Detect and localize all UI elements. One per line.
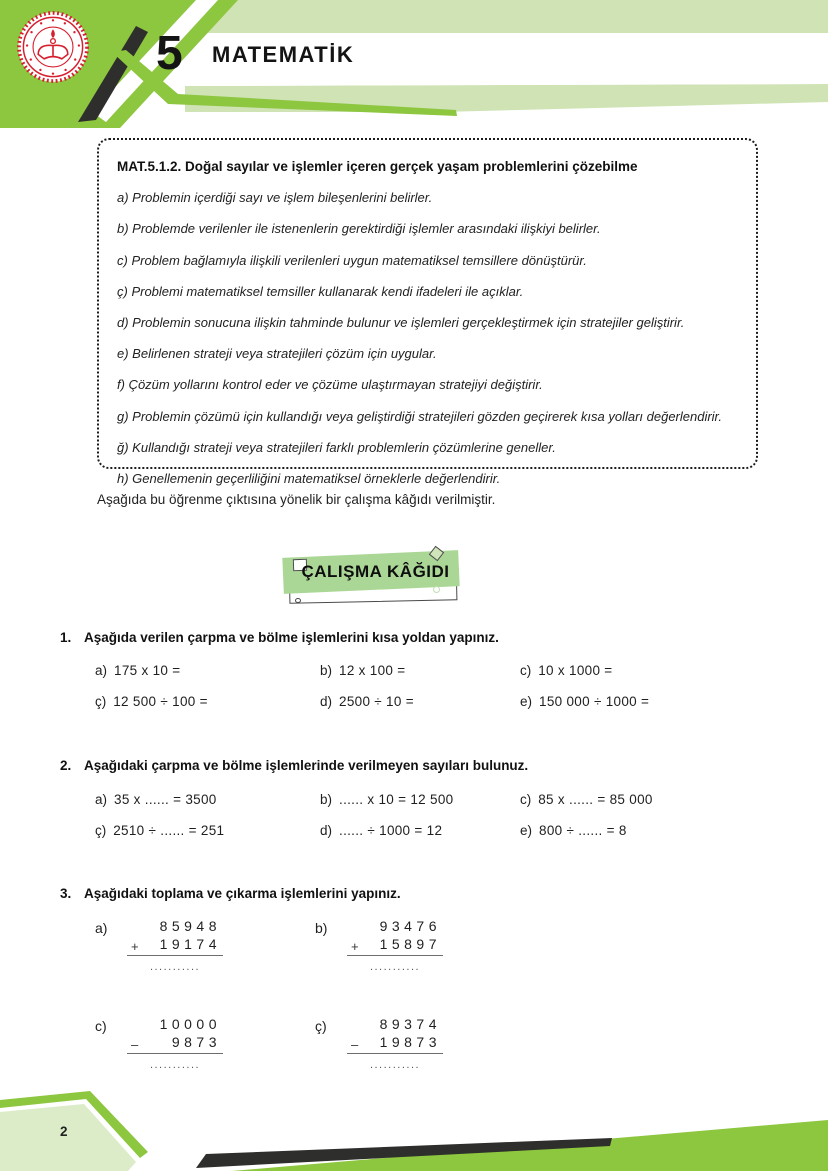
exercise2-item-a: a) 35 x ...... = 3500 [95,792,217,807]
exercise1-item-a: a) 175 x 10 = [95,663,181,678]
outcome-item-cc: ç) Problemi matematiksel temsiller kullanarak kendi ifadeleri ile açıklar. [117,283,524,299]
minuend: 89374 [379,1016,441,1032]
exercise3-title: Aşağıdaki toplama ve çıkarma işlemlerini yapınız. [84,886,401,901]
exercise2-item-b: b) ...... x 10 = 12 500 [320,792,454,807]
subtrahend: 9873 [171,1034,221,1050]
exercise2-item-c: c) 85 x ...... = 85 000 [520,792,653,807]
footer-decoration [0,1076,828,1171]
outcome-item-e: e) Belirlenen strateji veya stratejileri çözüm için uygular. [117,346,437,362]
worksheet-banner [283,548,468,612]
exercise3-heading [60,886,401,901]
meb-logo-icon [16,10,90,84]
exercise2-number: 2. [60,758,72,773]
worksheet-page: 5 MATEMATİK MAT.5.1.2. Doğal sayılar ve işlemler içeren gerçek yaşam problemlerini çözebilme a) Problemin içerdiği sayı ve işlem bileşenlerini belirler. b) Problemde verilenler ile istenenlerin gerektirdiği işlemler arasındaki ilişkiyi belirler. c) Problem bağlamıyla ilişkili verilenleri uygun matematiksel temsillere dönüştürür. ç) Problemi matematiksel temsiller kullanarak kendi ifadeleri ile açıklar. d) Problemin sonucuna ilişkin tahminde bulunur ve işlemleri gerçekleştirmek için stratejiler geliştirir. e) Belirlenen strateji veya stratejileri çözüm için uygular. f) Çözüm yollarını kontrol eder ve çözüme ulaştırmayan stratejiyi değiştirir. g) Problemin çözümü için kullandığı veya geliştirdiği stratejileri gözden geçirerek kısa yolları değerlendirir. ğ) Kullandığı strateji veya stratejileri farklı problemlerin çözümlerine geneller. h) Genellemenin geçerliliğini matematiksel örneklerle değerlendirir. Aşağıda bu öğrenme çıktısına yönelik bir çalışma kâğıdı verilmiştir. ÇALIŞMA KÂĞIDI 1. Aşağıda verilen çarpma ve bölme işlemlerini kısa yoldan yapınız. a) 175 x 10 = b) 12 x 100 = c) 10 x 1000 = ç) 12 500 ÷ 100 = d) 2500 ÷ 10 = e) 150 000 ÷ 1000 = 2. Aşağıdaki çarpma ve bölme işlemlerinde verilmeyen sayıları bulunuz. a) 35 x ...... = 3500 b) ...... x 10 = 12 500 c) 85 x ...... = 85 000 ç) 2510 ÷ ...... = 251 d) ...... ÷ 1000 = 12 e) 800 ÷ ...... = 8 3. Aşağıdaki toplama ve çıkarma işlemlerini yapınız. a) 85948 + 19174 ........... b) 93476 + 15897 ........... c) 10000 – 9873 ........... ç) 89374 – 19873 ........... 2 [0,0,828,1171]
outcome-title: MAT.5.1.2. Doğal sayılar ve işlemler içeren gerçek yaşam problemlerini çözebilme [117,159,638,174]
header-decoration [0,0,828,128]
outcome-item-gg: ğ) Kullandığı strateji veya stratejileri farklı problemlerin çözümlerine geneller. [117,439,556,455]
answer-dots: ........... [369,1059,421,1071]
exercise1-item-e: e) 150 000 ÷ 1000 = [520,694,650,709]
plus-operator: + [131,939,139,954]
learning-outcome-box [97,138,758,486]
minus-operator: – [131,1037,139,1052]
outcome-item-c: c) Problem bağlamıyla ilişkili verilenleri uygun matematiksel temsillere dönüştürür. [117,252,587,268]
answer-dots: ........... [149,1059,201,1071]
banner-dot-bottomleft [295,598,301,603]
outcome-item-g: g) Problemin çözümü için kullandığı veya geliştirdiği stratejileri gözden geçirerek kısa yolları değerlendirir. [117,408,723,424]
exercise1-item-b: b) 12 x 100 = [320,663,406,678]
exercise1-item-d: d) 2500 ÷ 10 = [320,694,414,709]
outcome-item-h: h) Genellemenin geçerliliğini matematiksel örneklerle değerlendirir. [117,470,501,486]
banner-title: ÇALIŞMA KÂĞIDI [301,562,450,581]
intro-text: Aşağıda bu öğrenme çıktısına yönelik bir çalışma kâğıdı verilmiştir. [97,492,496,507]
subject-title: MATEMATİK [212,42,355,67]
outcome-item-b: b) Problemde verilenler ile istenenlerin gerektirdiği işlemler arasındaki ilişkiyi belirler. [117,221,601,237]
addend-top: 85948 [159,918,221,934]
exercise1-number: 1. [60,630,72,645]
exercise2-item-e: e) 800 ÷ ...... = 8 [520,823,627,838]
banner-dot-right [433,586,440,593]
exercise3-number: 3. [60,886,72,901]
answer-dots: ........... [149,961,201,973]
exercise2-heading [60,758,528,773]
exercise2-title: Aşağıdaki çarpma ve bölme işlemlerinde verilmeyen sayıları bulunuz. [84,758,529,773]
grade-number: 5 [156,27,183,80]
subtrahend: 19873 [379,1034,441,1050]
exercise1-item-cc: ç) 12 500 ÷ 100 = [95,694,208,709]
exercise1-items [95,663,649,709]
exercise1-title: Aşağıda verilen çarpma ve bölme işlemlerini kısa yoldan yapınız. [84,630,499,645]
addend-bottom: 19174 [159,936,221,952]
addend-bottom: 15897 [379,936,441,952]
plus-operator: + [351,939,359,954]
exercise2-item-d: d) ...... ÷ 1000 = 12 [320,823,443,838]
minus-operator: – [351,1037,359,1052]
exercise1-heading [60,630,499,645]
outcome-item-f: f) Çözüm yollarını kontrol eder ve çözüme ulaştırmayan stratejiyi değiştirir. [117,377,543,393]
outcome-item-a: a) Problemin içerdiği sayı ve işlem bileşenlerini belirler. [117,190,433,206]
minuend: 10000 [159,1016,221,1032]
answer-dots: ........... [369,961,421,973]
exercise2-items [95,792,653,838]
addend-top: 93476 [379,918,441,934]
exercise2-item-cc: ç) 2510 ÷ ...... = 251 [95,823,225,838]
exercise1-item-c: c) 10 x 1000 = [520,663,613,678]
page-number: 2 [60,1124,68,1139]
outcome-item-d: d) Problemin sonucuna ilişkin tahminde bulunur ve işlemleri gerçekleştirmek için stratejiler geliştirir. [117,314,685,330]
